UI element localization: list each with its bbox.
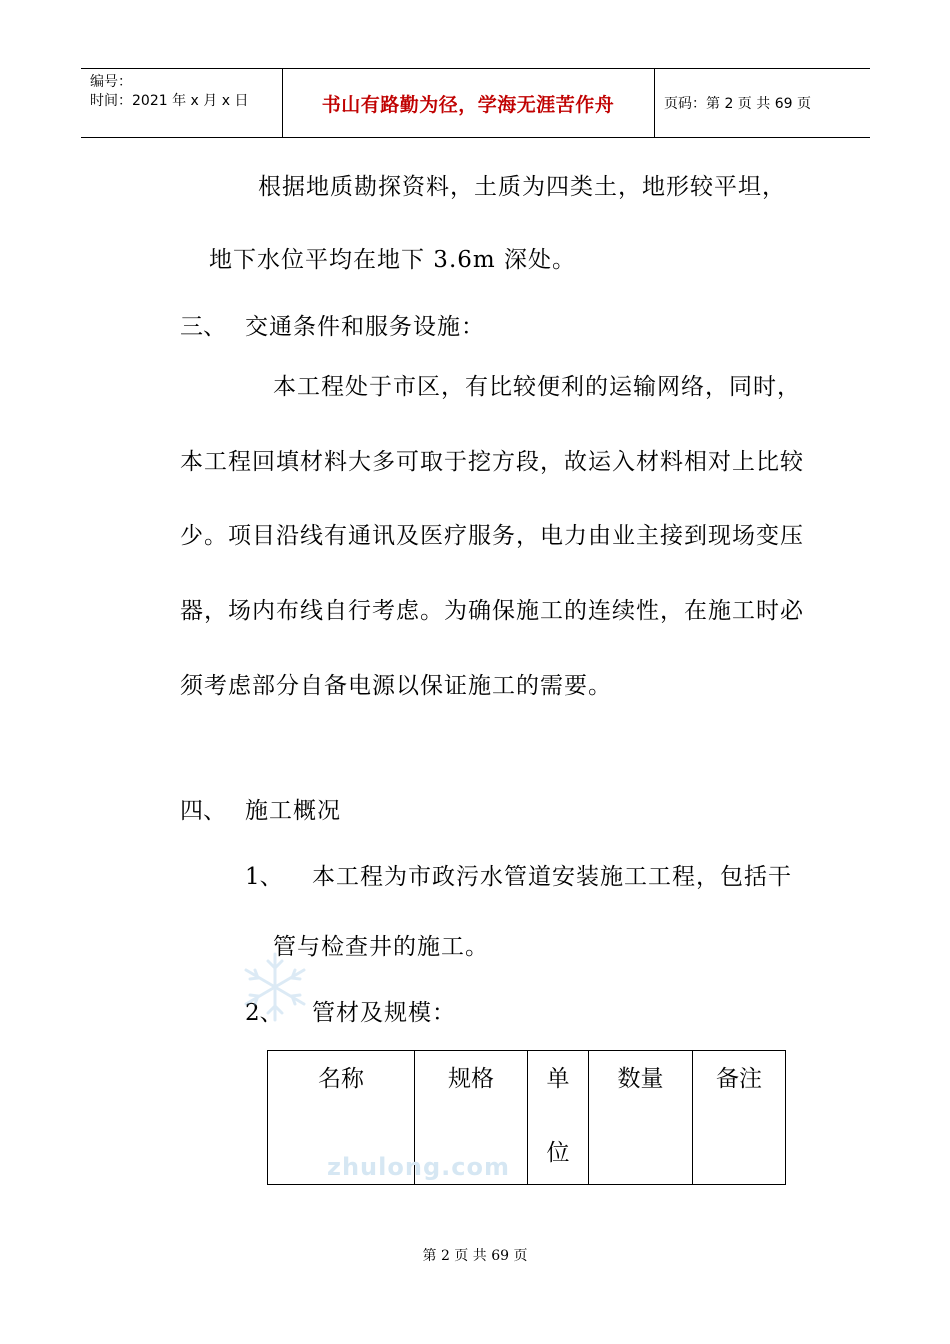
paragraph-line: 器，场内布线自行考虑。为确保施工的连续性，在施工时必: [180, 598, 804, 624]
list-item-line: 管材及规模：: [312, 1000, 456, 1026]
table-header-cell: [589, 1051, 693, 1184]
document-date-label: 时间：2021 年 x 月 x 日: [90, 93, 249, 109]
list-item-number: 1、: [245, 864, 283, 890]
paragraph-line: 根据地质勘探资料，土质为四类土，地形较平坦，: [258, 174, 786, 200]
paragraph-line: 本工程处于市区，有比较便利的运输网络，同时，: [273, 374, 801, 400]
paragraph-line: 少。项目沿线有通讯及医疗服务，电力由业主接到现场变压: [180, 523, 804, 549]
page-footer: 第 2 页 共 69 页: [422, 1248, 528, 1264]
watermark-snowflake-icon: [238, 950, 312, 1024]
watermark-text: zhulong.com: [327, 1153, 510, 1181]
column-header-quantity: 数量: [617, 1066, 664, 1092]
list-item-line: 本工程为市政污水管道安装施工工程，包括干: [312, 864, 792, 890]
section-number: 三、: [180, 314, 226, 340]
header-page-number: 页码：第 2 页 共 69 页: [664, 96, 811, 112]
column-header-unit-second-char: 位: [546, 1140, 570, 1166]
column-header-name: 名称: [318, 1066, 364, 1092]
section-heading: 施工概况: [245, 798, 341, 824]
paragraph-line: 须考虑部分自备电源以保证施工的需要。: [180, 673, 612, 699]
list-item-number: 2、: [245, 1000, 283, 1026]
header-meta: [90, 73, 248, 111]
document-number-label: 编号：: [90, 74, 132, 90]
list-item-line: 管与检查井的施工。: [273, 934, 489, 960]
paragraph-line: 地下水位平均在地下 3.6m 深处。: [209, 247, 577, 273]
paragraph-line: 本工程回填材料大多可取于挖方段，故运入材料相对上比较: [180, 449, 804, 475]
table-header-cell: [528, 1051, 589, 1184]
section-heading: 交通条件和服务设施：: [245, 314, 485, 340]
column-header-remarks: 备注: [716, 1066, 762, 1092]
column-header-unit: 单: [546, 1066, 570, 1092]
section-number: 四、: [180, 798, 226, 824]
header-motto: 书山有路勤为径，学海无涯苦作舟: [321, 93, 615, 116]
column-header-spec: 规格: [448, 1066, 494, 1092]
header-divider: [654, 69, 655, 137]
page-header: [81, 68, 870, 138]
table-header-cell: [693, 1051, 785, 1184]
